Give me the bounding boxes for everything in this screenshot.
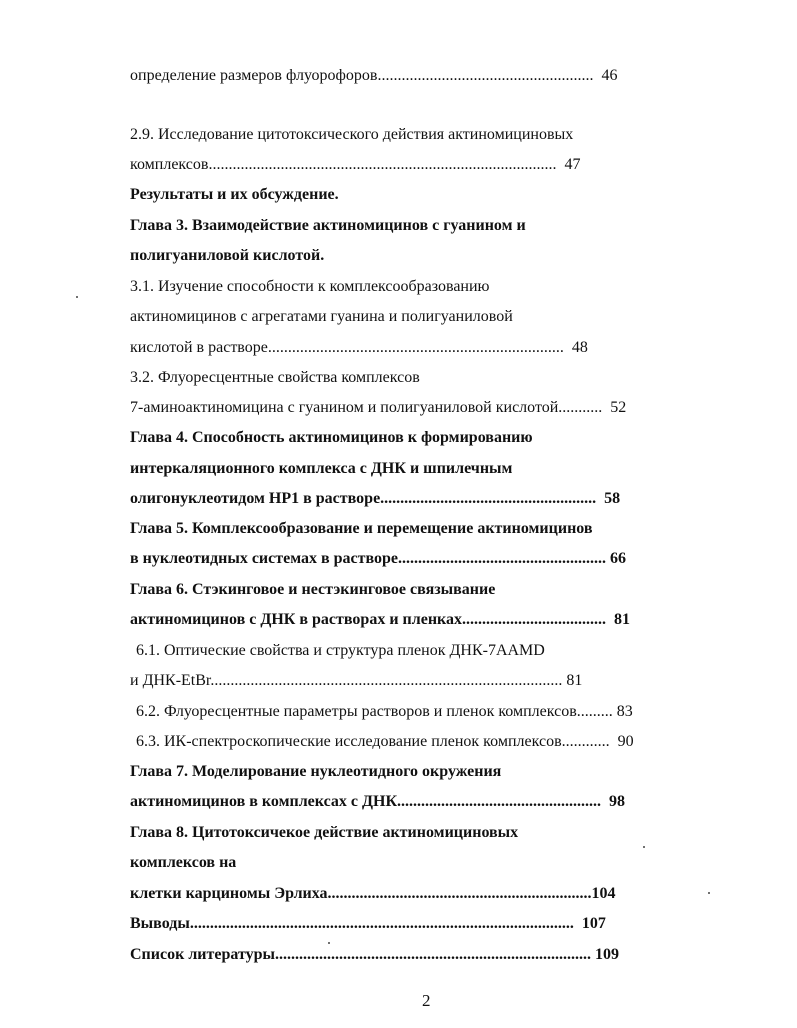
scan-speck (708, 892, 710, 894)
scan-speck (643, 846, 645, 848)
toc-heading: интеркаляционного комплекса с ДНК и шпилечным (130, 460, 513, 477)
toc-line: определение размеров флуорофоров...................................................... 46 (130, 67, 618, 84)
toc-heading: Глава 3. Взаимодействие актиномицинов с гуанином и (130, 217, 526, 234)
toc-line: и ДНК-EtBr........................................................................................ 81 (130, 672, 583, 689)
toc-line: 3.2. Флуоресцентные свойства комплексов (130, 369, 420, 386)
toc-line: кислотой в растворе.......................................................................... 48 (130, 339, 588, 356)
toc-line: комплексов....................................................................................... 47 (130, 156, 581, 173)
toc-heading: Глава 7. Моделирование нуклеотидного окружения (130, 763, 502, 780)
toc-heading: Глава 5. Комплексообразование и перемещение актиномицинов (130, 520, 593, 537)
toc-heading: Выводы................................................................................................ 107 (130, 915, 606, 932)
toc-heading: Список литературы............................................................................... 109 (130, 946, 619, 963)
toc-heading: олигонуклеотидом НР1 в растворе...................................................... 58 (130, 490, 621, 507)
toc-line: 2.9. Исследование цитотоксического действия актиномициновых (130, 126, 574, 143)
toc-heading: Глава 6. Стэкинговое и нестэкинговое связывание (130, 581, 496, 598)
toc-line: 6.1. Оптические свойства и структура пленок ДНК-7AAMD (136, 642, 545, 659)
scan-speck (76, 296, 78, 298)
toc-heading: полигуаниловой кислотой. (130, 247, 325, 264)
toc-line: 3.1. Изучение способности к комплексообразованию (130, 278, 490, 295)
toc-line: 7-аминоактиномицина с гуанином и полигуаниловой кислотой........... 52 (130, 399, 627, 416)
toc-heading: актиномицинов в комплексах с ДНК................................................... 98 (130, 793, 626, 810)
toc-heading: клетки карциномы Эрлиха..................................................................104 (130, 885, 616, 902)
toc-line: актиномицинов с агрегатами гуанина и полигуаниловой (130, 308, 513, 325)
page-number: 2 (422, 991, 431, 1010)
toc-heading: комплексов на (130, 854, 237, 871)
toc-heading: Результаты и их обсуждение. (130, 186, 339, 203)
toc-heading: Глава 4. Способность актиномицинов к формированию (130, 429, 533, 446)
toc-line: 6.3. ИК-спектроскопические исследование пленок комплексов............ 90 (136, 733, 634, 750)
toc-heading: в нуклеотидных системах в растворе.................................................... 66 (130, 550, 627, 567)
toc-heading: Глава 8. Цитотоксичекое действие актиномициновых (130, 824, 519, 841)
toc-line: 6.2. Флуоресцентные параметры растворов и пленок комплексов......... 83 (136, 703, 633, 720)
toc-heading: актиномицинов с ДНК в растворах и пленках.................................... 81 (130, 611, 631, 628)
scan-speck (328, 942, 330, 944)
